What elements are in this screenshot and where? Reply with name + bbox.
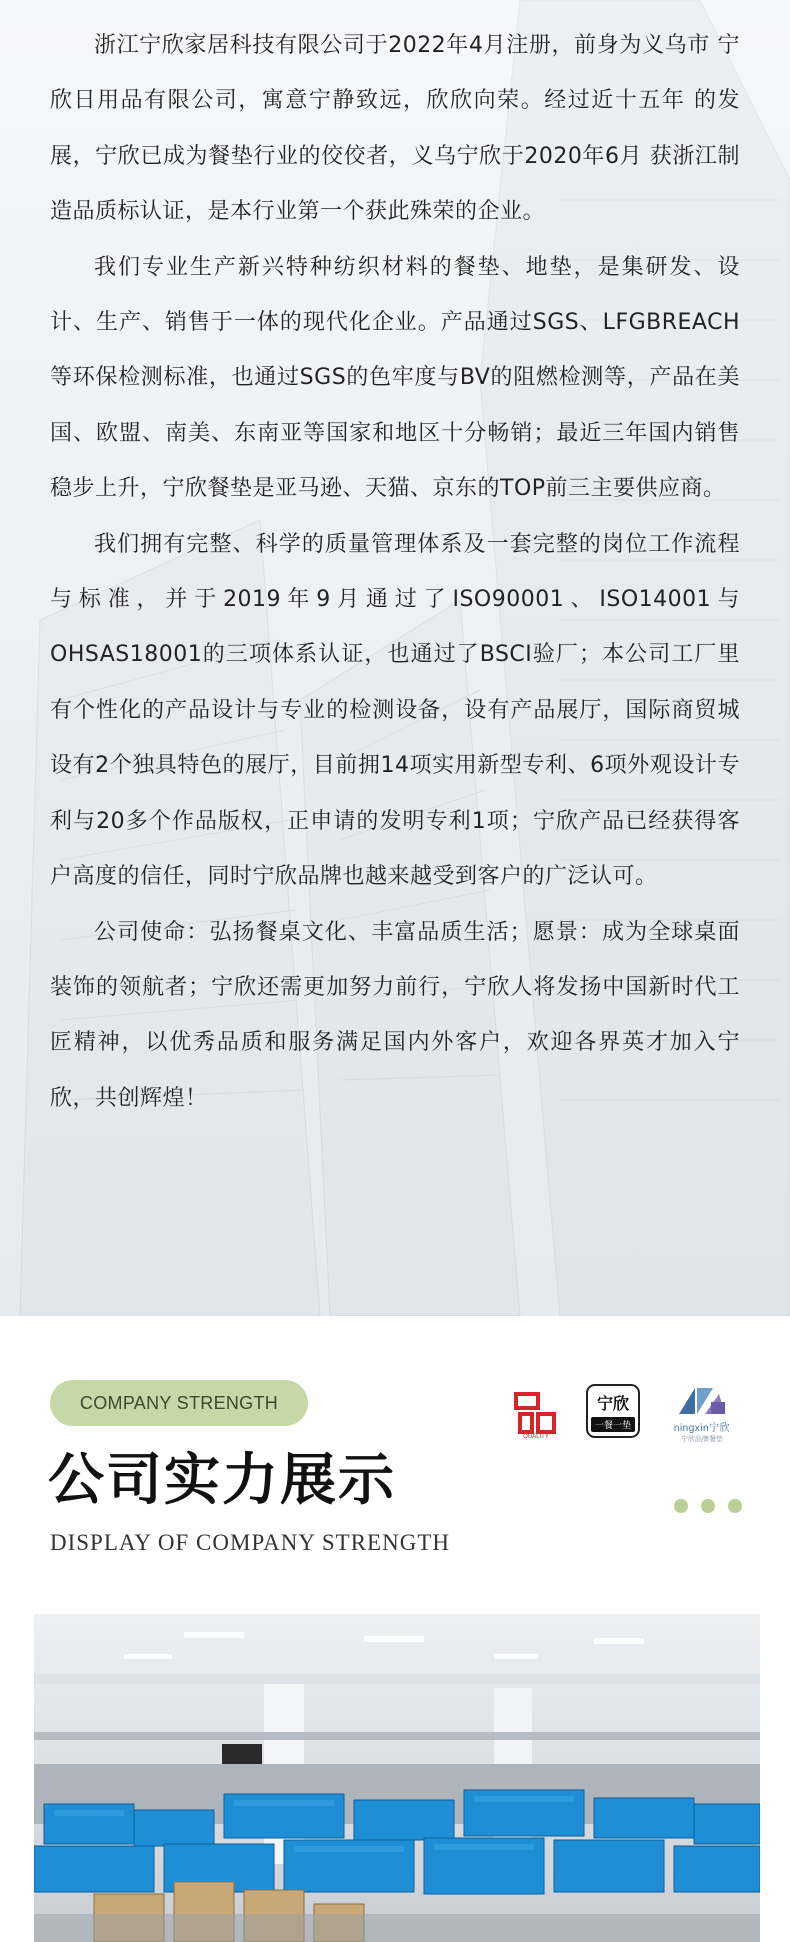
- ningxin-brand-logo: [662, 1384, 742, 1444]
- svg-text:QUALITY: QUALITY: [523, 1434, 549, 1440]
- company-strength-section: [0, 1316, 790, 1942]
- intro-paragraph: 我们专业生产新兴特种纺织材料的餐垫、地垫，是集研发、设计、生产、销售于一体的现代化企业。产品通过SGS、LFGBREACH等环保检测标准，也通过SGS的色牢度与BV的阻燃检测等，产品在美国、欧盟、南美、东南亚等国家和地区十分畅销；最近三年国内销售稳步上升，宁欣餐垫是亚马逊、天猫、京东的TOP前三主要供应商。: [50, 254, 740, 502]
- dot-icon: [701, 1499, 715, 1513]
- quality-logo-icon: [508, 1384, 564, 1440]
- ningxin-logo-sub: 一餐一垫: [591, 1417, 635, 1432]
- dot-icon: [728, 1499, 742, 1513]
- brand-logos: [508, 1384, 742, 1444]
- dot-icon: [674, 1499, 688, 1513]
- brand-name: ningxin宁欣: [673, 1423, 731, 1434]
- decorative-dots: [674, 1499, 742, 1513]
- warehouse-photo: [34, 1614, 760, 1942]
- ningxin-mark-icon: [675, 1384, 729, 1418]
- warehouse-photo-icon: [34, 1614, 760, 1942]
- section-subtitle: DISPLAY OF COMPANY STRENGTH: [50, 1530, 450, 1555]
- company-strength-pill: COMPANY STRENGTH: [50, 1380, 308, 1426]
- intro-paragraph: 我们拥有完整、科学的质量管理体系及一套完整的岗位工作流程与标准，并于2019年9月通过了ISO90001、ISO14001与OHSAS18001的三项体系认证，也通过了BSCI验厂；本公司工厂里有个性化的产品设计与专业的检测设备，设有产品展厅，国际商贸城设有2个独具特色的展厅，目前拥14项实用新型专利、6项外观设计专利与20多个作品版权，正申请的发明专利1项；宁欣产品已经获得客户高度的信任，同时宁欣品牌也越来越受到客户的广泛认可。: [50, 531, 740, 890]
- ningxin-logo-main: 宁欣: [596, 1393, 629, 1413]
- brand-subtitle: 宁欣品牌餐垫: [681, 1435, 723, 1443]
- ningxin-square-logo: [586, 1384, 640, 1438]
- intro-paragraph: 浙江宁欣家居科技有限公司于2022年4月注册，前身为义乌市 宁欣日用品有限公司，寓意宁静致远，欣欣向荣。经过近十五年 的发展，宁欣已成为餐垫行业的佼佼者，义乌宁欣于2020年6月 获浙江制造品质标认证，是本行业第一个获此殊荣的企业。: [50, 33, 740, 225]
- section-title: 公司实力展示: [48, 1447, 396, 1513]
- intro-paragraph: 公司使命：弘扬餐桌文化、丰富品质生活；愿景：成为全球桌面装饰的领航者；宁欣还需更加努力前行，宁欣人将发扬中国新时代工匠精神，以优秀品质和服务满足国内外客户，欢迎各界英才加入宁欣，共创辉煌！: [50, 919, 740, 1111]
